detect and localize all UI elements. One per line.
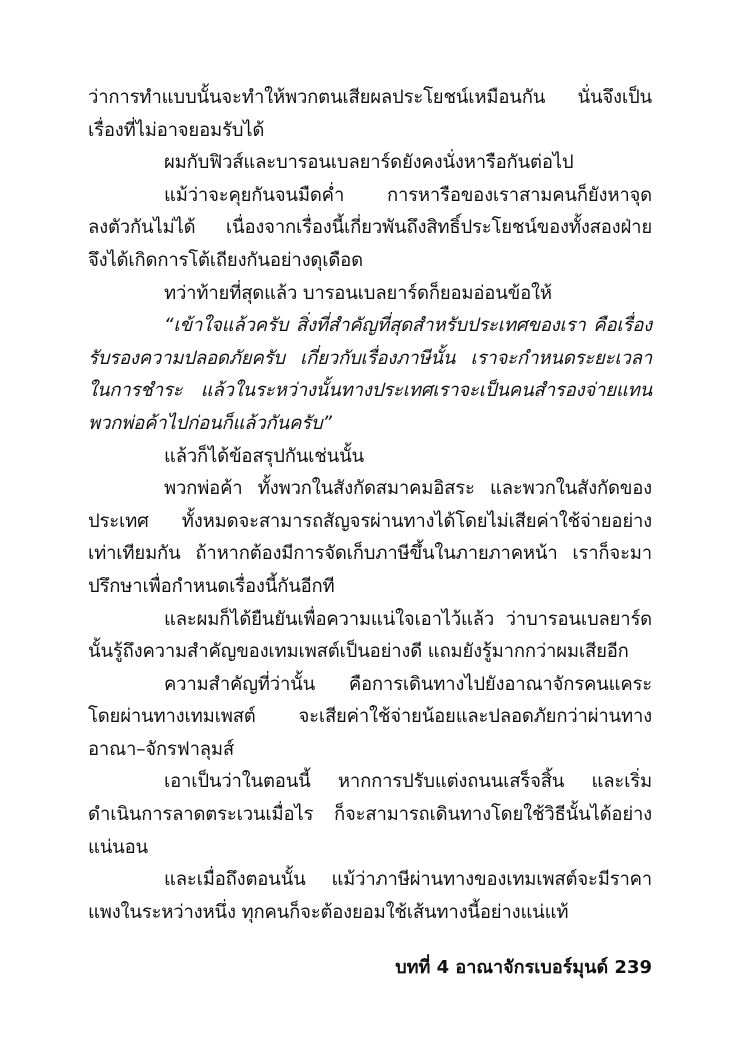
paragraph-1: ว่าการทำแบบนั้นจะทำให้พวกตนเสียผลประโยชน์เหมือนกัน นั่นจึงเป็นเรื่องที่ไม่อาจยอมรับได้ bbox=[88, 87, 652, 141]
paragraph-3: แม้ว่าจะคุยกันจนมืดค่ำ การหารือของเราสามคนก็ยังหาจุดลงตัวกันไม่ได้ เนื่องจากเรื่องนี้เกี่ยวพันถึงสิทธิ์ประโยชน์ของทั้งสองฝ่าย จึงได้เกิดการโต้เถียงกันอย่างดุเดือด bbox=[88, 184, 652, 271]
paragraph-2: ผมกับฟิวส์และบารอนเบลยาร์ดยังคงนั่งหารือกันต่อไป bbox=[164, 152, 574, 174]
paragraph-6: แล้วก็ได้ข้อสรุปกันเช่นนั้น bbox=[164, 445, 364, 467]
page-body bbox=[88, 82, 652, 982]
paragraph-4: ทว่าท้ายที่สุดแล้ว บารอนเบลยาร์ดก็ยอมอ่อนข้อให้ bbox=[164, 282, 552, 304]
paragraph-10: เอาเป็นว่าในตอนนี้ หากการปรับแต่งถนนเสร็จสิ้น และเริ่มดำเนินการลาดตระเวนเมื่อไร ก็จะสามารถเดินทางโดยใช้วิธีนั้นได้อย่างแน่นอน bbox=[88, 771, 652, 858]
paragraph-11: และเมื่อถึงตอนนั้น แม้ว่าภาษีผ่านทางของเทมเพสต์จะมีราคาแพงในระหว่างหนึ่ง ทุกคนก็จะต้องยอมใช้เส้นทางนี้อย่างแน่แท้ bbox=[88, 869, 652, 923]
paragraph-8: และผมก็ได้ยืนยันเพื่อความแน่ใจเอาไว้แล้ว ว่าบารอนเบลยาร์ดนั้นรู้ถึงความสำคัญของเทมเพสต์เป็นอย่างดี แถมยังรู้มากกว่าผมเสียอีก bbox=[88, 608, 652, 663]
paragraph-9: ความสำคัญที่ว่านั้น คือการเดินทางไปยังอาณาจักรคนแคระโดยผ่านทางเทมเพสต์ จะเสียค่าใช้จ่ายน้อยและปลอดภัยกว่าผ่านทางอาณา–จักรฟาลุมส์ bbox=[88, 673, 652, 760]
page-footer: บทที่ 4 อาณาจักรเบอร์มุนด์ 239 bbox=[395, 957, 652, 978]
dialogue-quote: “เข้าใจแล้วครับ สิ่งที่สำคัญที่สุดสำหรับประเทศของเรา คือเรื่องรับรองความปลอดภัยครับ เกี่ยวกับเรื่องภาษีนั้น เราจะกำหนดระยะเวลาในการชำระ แล้วในระหว่างนั้นทางประเทศเราจะเป็นคนสำรองจ่ายแทนพวกพ่อค้าไปก่อนก็แล้วกันครับ” bbox=[88, 315, 652, 434]
paragraph-7: พวกพ่อค้า ทั้งพวกในสังกัดสมาคมอิสระ และพวกในสังกัดของประเทศ ทั้งหมดจะสามารถสัญจรผ่านทางได้โดยไม่เสียค่าใช้จ่ายอย่างเท่าเทียมกัน ถ้าหากต้องมีการจัดเก็บภาษีขึ้นในภายภาคหน้า เราก็จะมาปรึกษาเพื่อกำหนดเรื่องนี้กันอีกที bbox=[88, 478, 652, 597]
